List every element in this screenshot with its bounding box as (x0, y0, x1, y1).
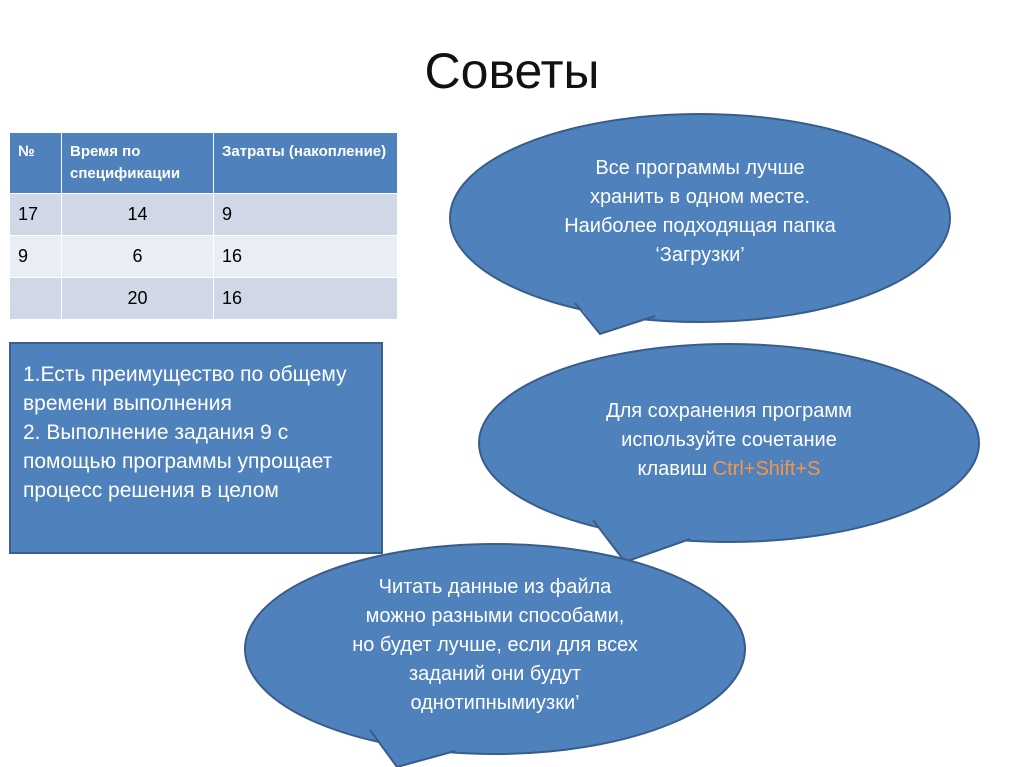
header-number: № (10, 133, 62, 194)
bubble-3-line: Читать данные из файла (378, 576, 612, 598)
bubble-3-line: заданий они будут (408, 663, 582, 685)
bubble-1-line: Наиболее подходящая папка (564, 215, 836, 237)
bubble-2-line (499, 455, 959, 484)
bubble-3-line: но будет лучше, если для всех (352, 634, 638, 656)
cell-spec-time: 6 (62, 236, 214, 278)
hotkey-text: Ctrl+Shift+S (712, 458, 821, 480)
cell-spec-time: 20 (62, 278, 214, 320)
header-cost: Затраты (накопление) (214, 133, 398, 194)
cell-number: 9 (10, 236, 62, 278)
cell-cost: 16 (214, 236, 398, 278)
bubble-2-text (499, 397, 959, 484)
bubble-2-line: используйте сочетание (621, 429, 837, 451)
bubble-1-line: Все программы лучше (595, 157, 805, 179)
bubble-1-line: хранить в одном месте. (589, 186, 811, 208)
bubble-1-line: ‘Загрузки’ (655, 244, 745, 266)
bubble-3-line: можно разными способами, (365, 605, 625, 627)
cell-cost: 16 (214, 278, 398, 320)
note-line-2: 2. Выполнение задания 9 с помощью программы упрощает процесс решения в целом (23, 421, 333, 502)
note-line-1: 1.Есть преимущество по общему времени выполнения (23, 363, 347, 415)
bubble-1-text (470, 154, 930, 270)
bubble-2-line: Для сохранения программ (606, 400, 852, 422)
cell-spec-time: 14 (62, 194, 214, 236)
cell-number: 17 (10, 194, 62, 236)
bubble-3-line: однотипнымиузки’ (410, 692, 580, 714)
bubble-2-line-prefix: клавиш (637, 458, 713, 480)
bubble-3-text (265, 573, 725, 718)
header-spec-time: Время по спецификации (62, 133, 214, 194)
slide-title: Советы (424, 43, 600, 99)
cell-cost: 9 (214, 194, 398, 236)
